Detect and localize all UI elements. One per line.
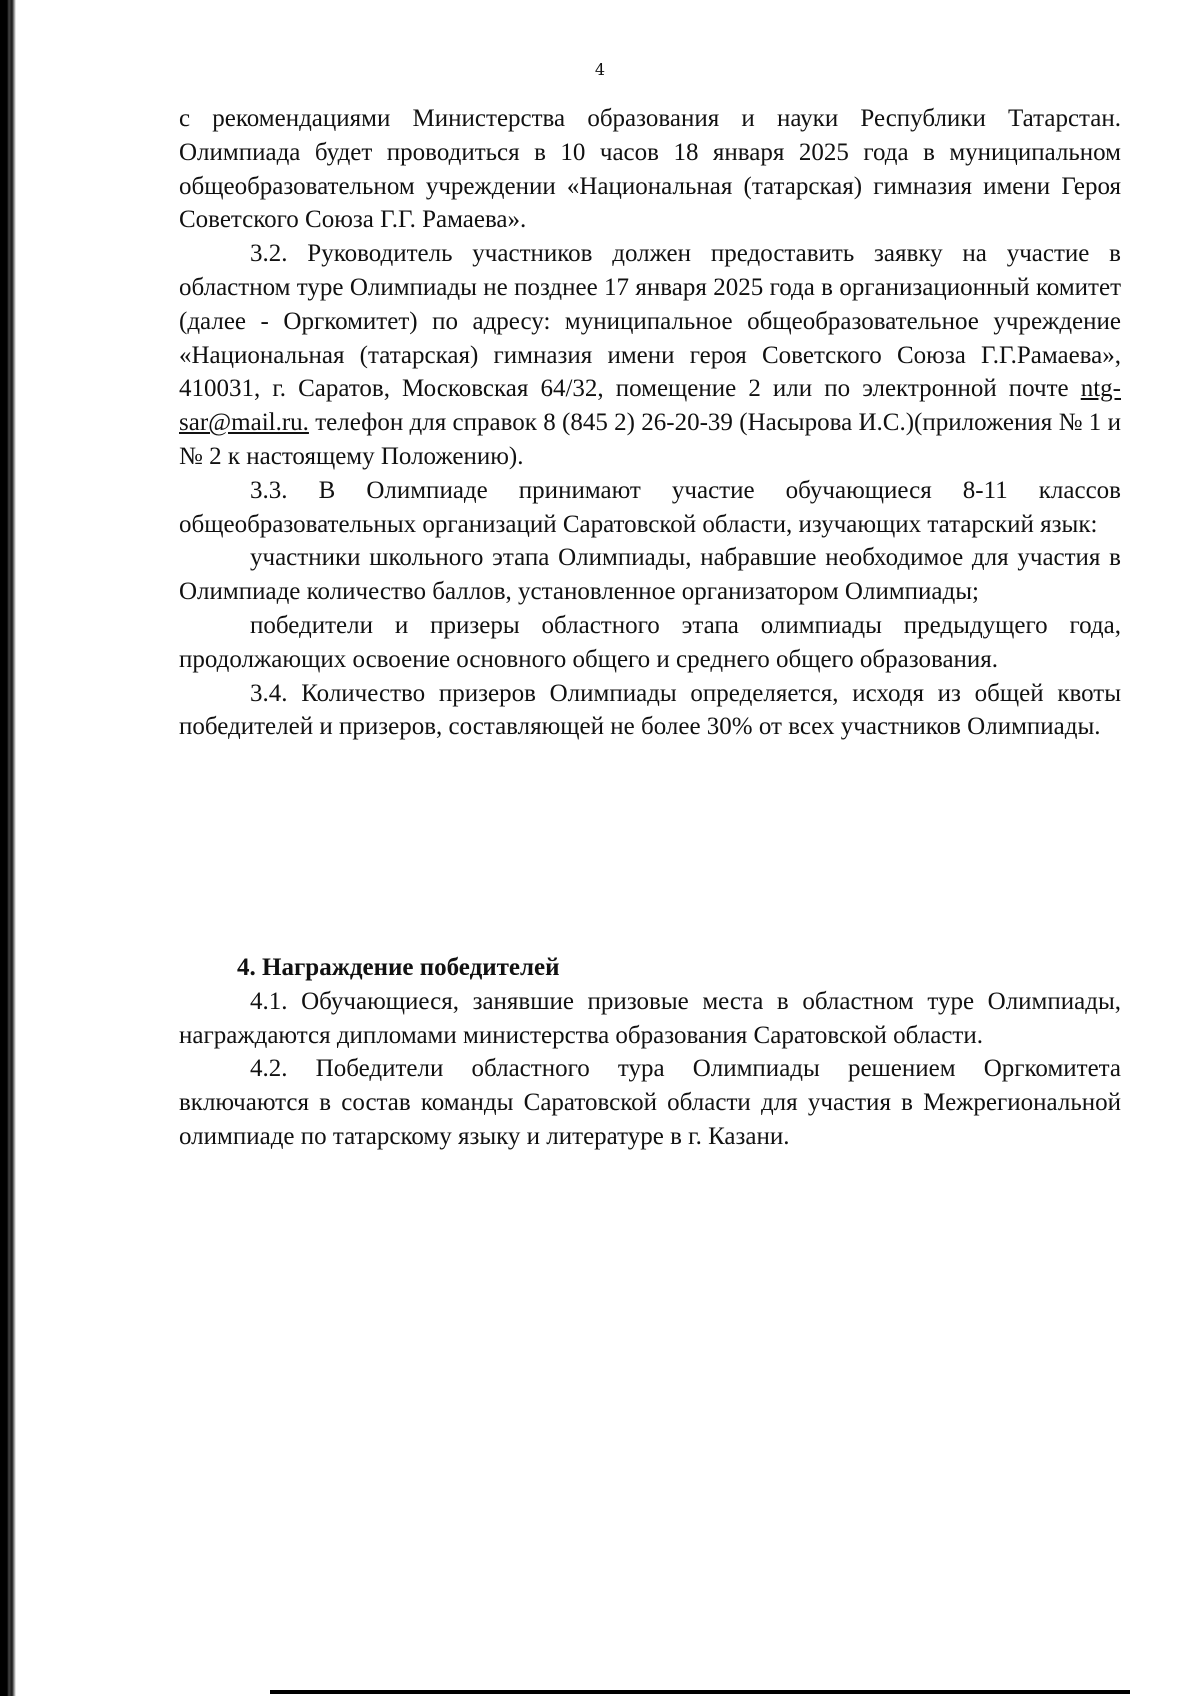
bottom-rule [270, 1690, 1130, 1694]
paragraph-3-3: 3.3. В Олимпиаде принимают участие обучающиеся 8-11 классов общеобразовательных организаций Саратовской области, изучающих татарский язык: [179, 476, 1121, 538]
paragraph-4-2: 4.2. Победители областного тура Олимпиады решением Оргкомитета включаются в состав команды Саратовской области для участия в Межрегиональной олимпиаде по татарскому языку и литературе в г. Казани. [179, 1055, 1121, 1150]
text-block-upper [179, 102, 1121, 744]
paragraph-4-1: 4.1. Обучающиеся, занявшие призовые места в областном туре Олимпиады, награждаются дипломами министерства образования Саратовской области. [179, 987, 1121, 1049]
paragraph-3-2-text: 3.2. Руководитель участников должен предоставить заявку на участие в областном туре Олимпиады не позднее 17 января 2025 года в организационный комитет (далее - Оргкомитет) по адресу: муниципальное общеобразовательное учреждение «Национальная (татарская) гимназия имени героя Советского Союза Г.Г.Рамаева», 410031, г. Саратов, Московская 64/32, помещение 2 или по электронной почте [179, 240, 1121, 403]
text-block-section-4 [179, 951, 1121, 1154]
paragraph-continuation: с рекомендациями Министерства образования и науки Республики Татарстан. Олимпиада будет проводиться в 10 часов 18 января 2025 года в муниципальном общеобразовательном учреждении «Национальная (татарская) гимназия имени Героя Советского Союза Г.Г. Рамаева». [179, 105, 1121, 234]
page-number: 4 [594, 60, 606, 79]
paragraph-participants-winners: победители и призеры областного этапа олимпиады предыдущего года, продолжающих освоение основного общего и среднего общего образования. [179, 611, 1121, 673]
scan-edge-bar [0, 0, 18, 1696]
paragraph-3-4: 3.4. Количество призеров Олимпиады определяется, исходя из общей квоты победителей и призеров, составляющей не более 30% от всех участников Олимпиады. [179, 679, 1121, 741]
paragraph-3-2 [179, 237, 1121, 474]
paragraph-participants-school: участники школьного этапа Олимпиады, набравшие необходимое для участия в Олимпиаде количество баллов, установленное организатором Олимпиады; [179, 544, 1121, 606]
paragraph-3-2-text-end: телефон для справок 8 (845 2) 26-20-39 (Насырова И.С.)(приложения № 1 и № 2 к настоящему Положению). [179, 409, 1121, 470]
section-heading-4: 4. Награждение победителей [237, 954, 560, 981]
email-link[interactable]: ntg-sar@mail.ru. [179, 375, 1121, 437]
